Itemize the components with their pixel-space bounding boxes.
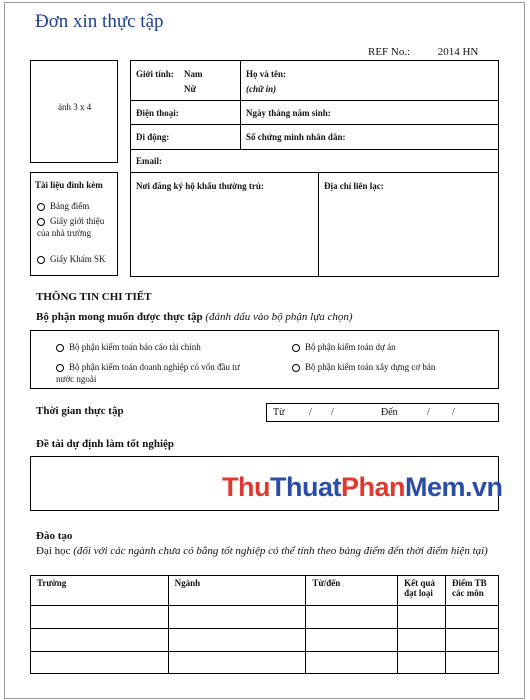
date-separator: /: [427, 407, 430, 418]
attachments-heading: Tài liệu đính kèm: [35, 180, 103, 190]
period-to-label: Đến: [381, 407, 398, 418]
table-cell[interactable]: [168, 629, 306, 652]
email-label: Email:: [136, 156, 162, 166]
date-separator: /: [452, 407, 455, 418]
grid-line: [240, 60, 241, 150]
gender-male[interactable]: Nam: [184, 69, 203, 79]
column-header: Kết quả đạt loại: [398, 576, 446, 606]
id-label: Số chứng minh nhân dân:: [246, 132, 346, 142]
radio-icon: [56, 344, 64, 352]
mobile-label: Di động:: [136, 132, 170, 142]
radio-icon: [292, 344, 300, 352]
name-label: Họ và tên:: [246, 69, 286, 79]
education-subheading: Đại học (đối với các ngành chưa có bằng tốt nghiệp có thể tính theo bảng điểm đến thời điểm hiện tại): [36, 545, 488, 557]
gender-label: Giới tính:: [136, 69, 174, 79]
table-cell[interactable]: [398, 652, 446, 674]
watermark-logo: ThuThuatPhanMem.vn: [222, 472, 503, 502]
period-label: Thời gian thực tập: [36, 405, 124, 417]
attachments-box: [30, 172, 118, 276]
grid-line: [130, 172, 499, 173]
attachment-item[interactable]: Giấy Khám SK: [37, 253, 115, 265]
radio-icon: [37, 218, 45, 226]
photo-box[interactable]: [30, 60, 118, 163]
attachment-item[interactable]: Bảng điểm: [37, 200, 115, 212]
table-cell[interactable]: [31, 629, 169, 652]
phone-label: Điện thoại:: [136, 108, 179, 118]
form-title: Đơn xin thực tập: [35, 11, 164, 32]
column-header: Từ/đến: [306, 576, 398, 606]
table-header-row: [31, 576, 499, 606]
table-cell[interactable]: [306, 629, 398, 652]
name-hint: (chữ in): [246, 84, 277, 94]
table-cell[interactable]: [398, 606, 446, 629]
radio-icon: [37, 256, 45, 264]
table-cell[interactable]: [446, 652, 499, 674]
ref-value: 2014 HN: [437, 46, 479, 58]
ref-number: [368, 46, 478, 58]
radio-icon: [292, 364, 300, 372]
table-row: [31, 606, 499, 629]
contact-label: Địa chỉ liên lạc:: [324, 181, 384, 191]
grid-line: [130, 149, 499, 150]
table-row: [31, 652, 499, 674]
column-header: Điểm TB các môn: [446, 576, 499, 606]
thesis-label: Đề tài dự định làm tốt nghiệp: [36, 438, 175, 450]
gender-female[interactable]: Nữ: [184, 84, 196, 94]
column-header: Ngành: [168, 576, 306, 606]
table-row: [31, 629, 499, 652]
photo-label: ảnh 3 x 4: [58, 102, 92, 112]
table-cell[interactable]: [446, 629, 499, 652]
department-option[interactable]: Bộ phận kiểm toán dự án: [292, 341, 492, 353]
details-heading: THÔNG TIN CHI TIẾT: [36, 291, 152, 303]
ref-label: REF No.:: [368, 46, 411, 58]
attachment-item[interactable]: Giấy giới thiệu của nhà trường: [37, 216, 105, 238]
department-option[interactable]: Bộ phận kiểm toán báo cáo tài chính: [56, 341, 246, 353]
department-option[interactable]: Bộ phận kiểm toán doanh nghiệp có vốn đầu tư nước ngoài: [56, 362, 240, 384]
date-separator: /: [331, 407, 334, 418]
table-cell[interactable]: [168, 606, 306, 629]
grid-line: [318, 172, 319, 277]
table-cell[interactable]: [306, 652, 398, 674]
grid-line: [130, 100, 499, 101]
dob-label: Ngày tháng năm sinh:: [246, 108, 331, 118]
column-header: Trường: [31, 576, 169, 606]
period-field[interactable]: [266, 403, 499, 422]
grid-line: [130, 124, 499, 125]
radio-icon: [37, 203, 45, 211]
department-box: [30, 330, 499, 389]
table-cell[interactable]: [31, 652, 169, 674]
residence-label: Nơi đăng ký hộ khẩu thường trú:: [136, 181, 264, 191]
table-cell[interactable]: [398, 629, 446, 652]
department-option[interactable]: Bộ phận kiểm toán xây dựng cơ bản: [292, 361, 492, 373]
table-cell[interactable]: [306, 606, 398, 629]
education-heading: Đào tạo: [36, 530, 73, 542]
period-from-label: Từ: [273, 407, 285, 418]
table-cell[interactable]: [446, 606, 499, 629]
education-table: [30, 575, 499, 674]
table-cell[interactable]: [31, 606, 169, 629]
department-prompt: Bộ phận mong muốn được thực tập (đánh dấu vào bộ phận lựa chọn): [36, 311, 353, 323]
table-cell[interactable]: [168, 652, 306, 674]
radio-icon: [56, 364, 64, 372]
date-separator: /: [309, 407, 312, 418]
